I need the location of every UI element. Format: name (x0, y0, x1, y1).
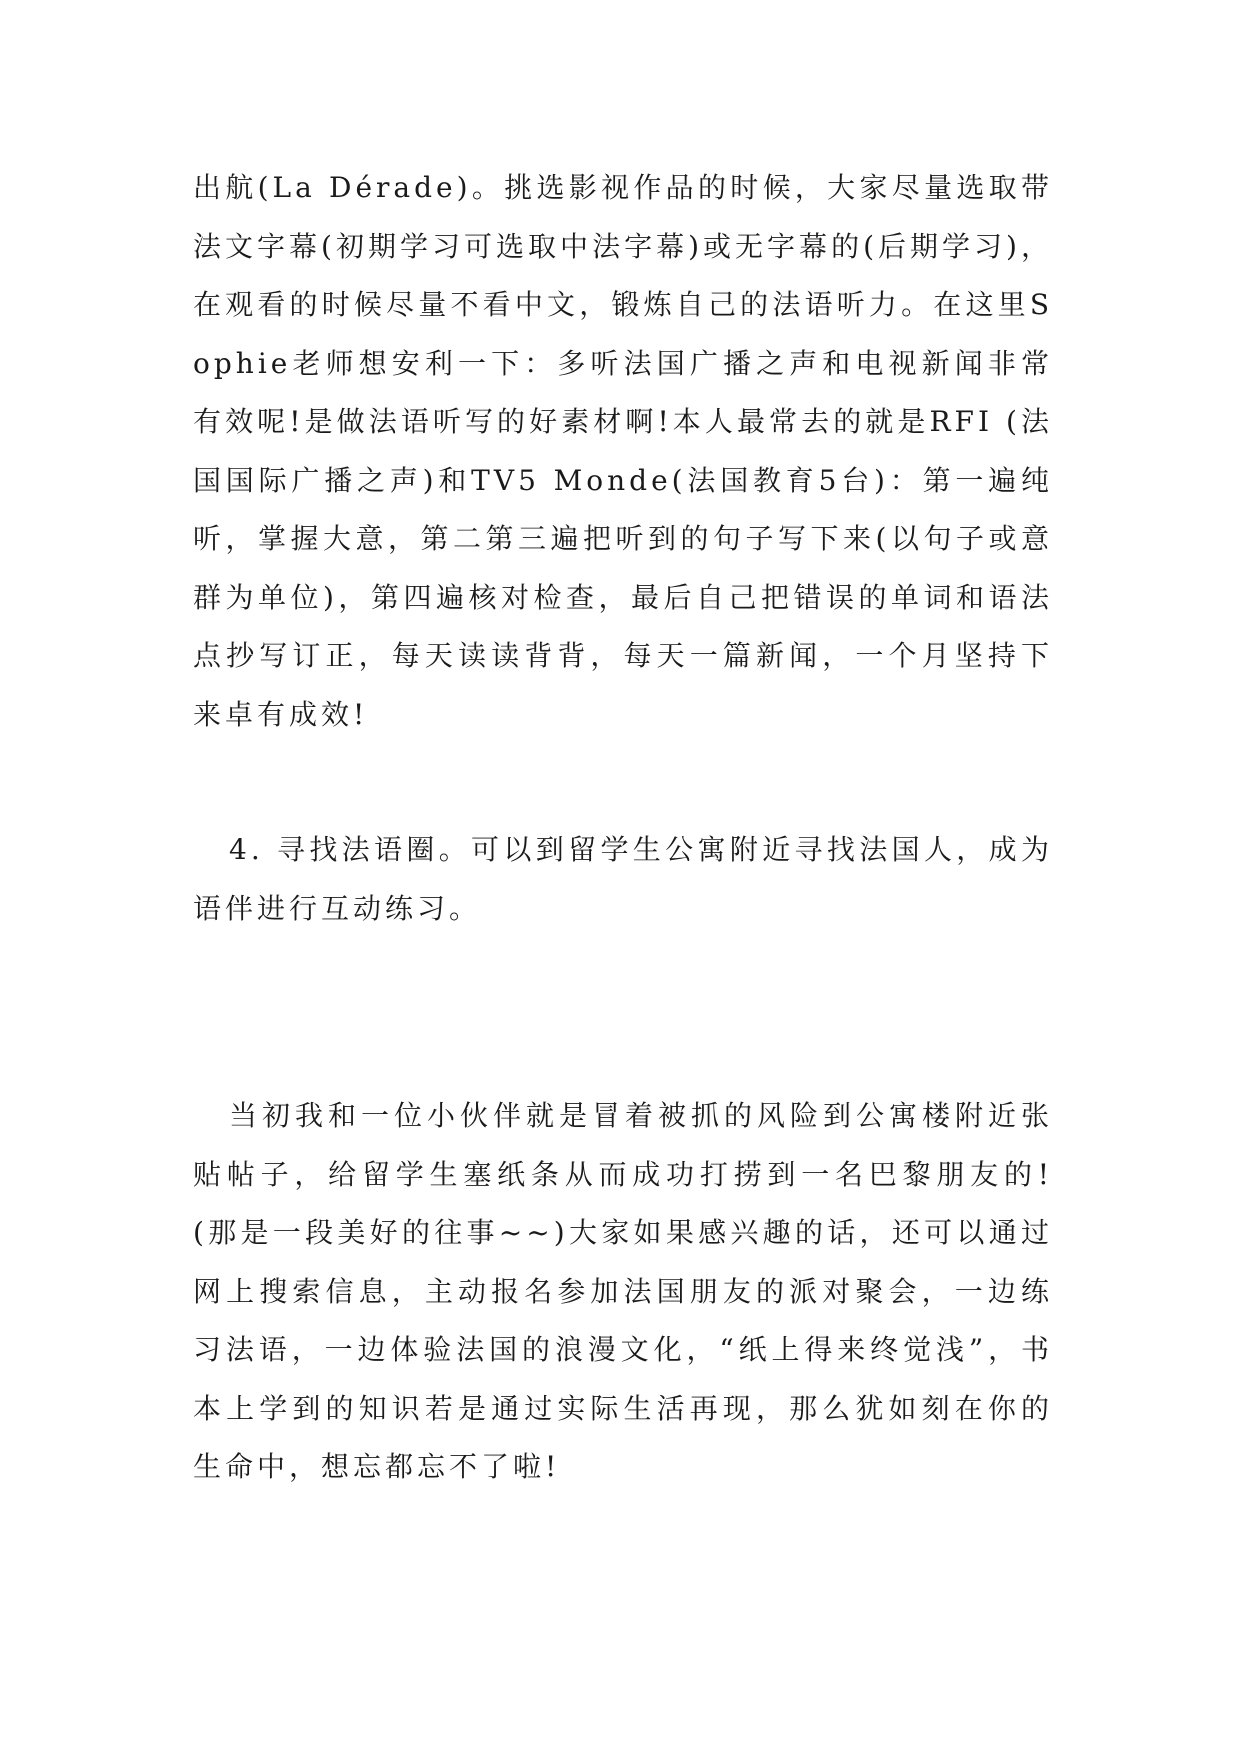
paragraph-personal-story: 当初我和一位小伙伴就是冒着被抓的风险到公寓楼附近张贴帖子，给留学生塞纸条从而成功打捞到一名巴黎朋友的!(那是一段美好的往事~~)大家如果感兴趣的话，还可以通过网上搜索信息，主动报名参加法国朋友的派对聚会，一边练习法语，一边体验法国的浪漫文化，“纸上得来终觉浅”，书本上学到的知识若是通过实际生活再现，那么犹如刻在你的生命中，想忘都忘不了啦! (193, 1099, 1053, 1483)
paragraph-french-circle: 4. 寻找法语圈。可以到留学生公寓附近寻找法国人，成为语伴进行互动练习。 (193, 833, 1053, 925)
paragraph-listening-practice: 出航(La Dérade)。挑选影视作品的时候，大家尽量选取带法文字幕(初期学习可选取中法字幕)或无字幕的(后期学习)，在观看的时候尽量不看中文，锻炼自己的法语听力。在这里Sophie老师想安利一下：多听法国广播之声和电视新闻非常有效呢!是做法语听写的好素材啊!本人最常去的就是RFI (法国国际广播之声)和TV5 Monde(法国教育5台)：第一遍纯听，掌握大意，第二第三遍把听到的句子写下来(以句子或意群为单位)，第四遍核对检查，最后自己把错误的单词和语法点抄写订正，每天读读背背，每天一篇新闻，一个月坚持下来卓有成效! (193, 171, 1053, 731)
